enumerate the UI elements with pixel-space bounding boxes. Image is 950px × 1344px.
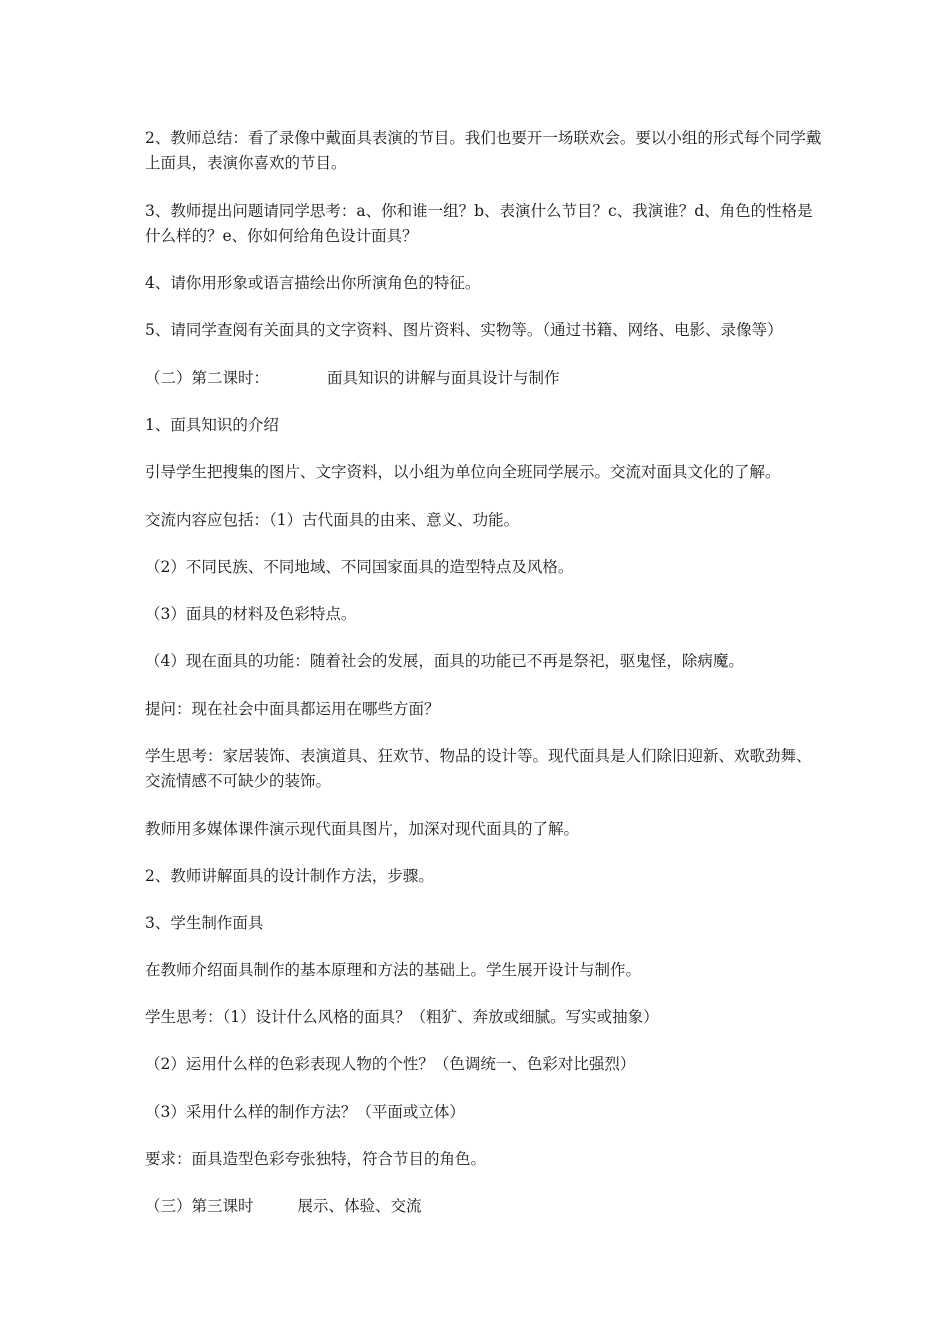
paragraph-item-4: （4）现在面具的功能：随着社会的发展，面具的功能已不再是祭祀，驱鬼怪，除病魔。	[145, 652, 744, 670]
paragraph-exchange-content: 交流内容应包括：（1）古代面具的由来、意义、功能。	[145, 511, 520, 529]
paragraph-style-question: 学生思考：（1）设计什么风格的面具？（粗犷、奔放或细腻。写实或抽象）	[145, 1008, 659, 1026]
paragraph-item-3: （3）面具的材料及色彩特点。	[145, 605, 357, 623]
paragraph-teacher-summary: 2、教师总结：看了录像中戴面具表演的节目。我们也要开一场联欢会。要以小组的形式每个同学戴上面具，表演你喜欢的节目。	[145, 129, 822, 172]
paragraph-color-question: （2）运用什么样的色彩表现人物的个性？（色调统一、色彩对比强烈）	[145, 1055, 636, 1073]
paragraph-describe-role: 4、请你用形象或语言描绘出你所演角色的特征。	[145, 274, 481, 292]
section-title: 展示、体验、交流	[297, 1197, 422, 1215]
paragraph-item-2: （2）不同民族、不同地域、不同国家面具的造型特点及风格。	[145, 558, 574, 576]
section-title: 面具知识的讲解与面具设计与制作	[327, 369, 560, 387]
section-label: （二）第二课时：	[145, 369, 270, 387]
paragraph-mask-knowledge: 1、面具知识的介绍	[145, 416, 279, 434]
paragraph-guide-students: 引导学生把搜集的图片、文字资料，以小组为单位向全班同学展示。交流对面具文化的了解。	[145, 463, 781, 481]
paragraph-student-thinking: 学生思考：家居装饰、表演道具、狂欢节、物品的设计等。现代面具是人们除旧迎新、欢歌劲舞、交流情感不可缺少的装饰。	[145, 747, 812, 790]
paragraph-requirements: 要求：面具造型色彩夸张独特，符合节目的角色。	[145, 1150, 487, 1168]
paragraph-teacher-questions: 3、教师提出问题请同学思考：a、你和谁一组？b、表演什么节目？c、我演谁？d、角色的性格是什么样的？e、你如何给角色设计面具？	[145, 202, 813, 245]
paragraph-design-method: 2、教师讲解面具的设计制作方法，步骤。	[145, 867, 434, 885]
paragraph-basic-principles: 在教师介绍面具制作的基本原理和方法的基础上。学生展开设计与制作。	[145, 961, 642, 979]
paragraph-multimedia-demo: 教师用多媒体课件演示现代面具图片，加深对现代面具的了解。	[145, 820, 580, 838]
section-heading-lesson-3	[145, 1194, 825, 1219]
paragraph-question: 提问：现在社会中面具都运用在哪些方面？	[145, 700, 440, 718]
section-label: （三）第三课时	[145, 1197, 254, 1215]
paragraph-method-question: （3）采用什么样的制作方法？（平面或立体）	[145, 1103, 465, 1121]
paragraph-research-materials: 5、请同学查阅有关面具的文字资料、图片资料、实物等。（通过书籍、网络、电影、录像等）	[145, 321, 783, 339]
section-heading-lesson-2	[145, 366, 825, 391]
paragraph-make-mask: 3、学生制作面具	[145, 914, 264, 932]
